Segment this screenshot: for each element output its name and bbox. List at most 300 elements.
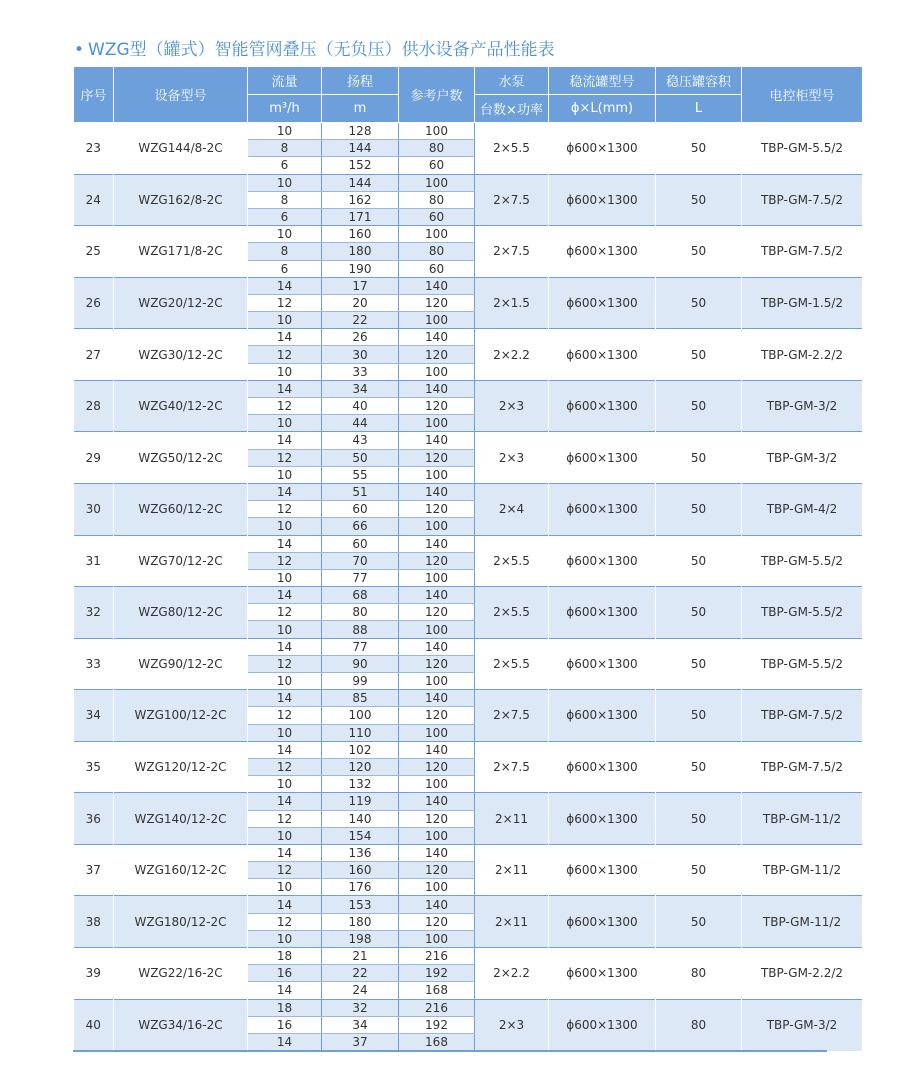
cell-head: 160 — [322, 226, 399, 243]
header-flow-unit: m³/h — [248, 95, 322, 123]
header-pump: 水泵 — [475, 67, 549, 95]
cell-head: 66 — [322, 518, 399, 535]
cell-head: 26 — [322, 329, 399, 346]
cell-head: 17 — [322, 277, 399, 294]
cell-households: 120 — [399, 398, 475, 415]
cell-flow: 10 — [248, 724, 322, 741]
cell-flow: 10 — [248, 569, 322, 586]
cell-households: 140 — [399, 896, 475, 913]
table-row-group — [74, 174, 863, 226]
cell-model: WZG180/12-2C — [114, 896, 248, 948]
cell-tank: ϕ600×1300 — [549, 277, 656, 329]
cell-tank: ϕ600×1300 — [549, 690, 656, 742]
cell-vol: 50 — [656, 896, 742, 948]
cell-flow: 10 — [248, 673, 322, 690]
cell-households: 140 — [399, 277, 475, 294]
cell-seq: 37 — [74, 844, 114, 896]
cell-flow: 6 — [248, 260, 322, 277]
bottom-rule — [73, 1050, 827, 1052]
cell-seq: 23 — [74, 123, 114, 175]
table-header — [74, 67, 863, 123]
cell-households: 120 — [399, 707, 475, 724]
cell-flow: 10 — [248, 621, 322, 638]
cell-vol: 50 — [656, 535, 742, 587]
cell-tank: ϕ600×1300 — [549, 432, 656, 484]
cell-head: 99 — [322, 673, 399, 690]
table-row — [74, 844, 863, 861]
header-cabinet: 电控柜型号 — [742, 67, 863, 123]
cell-cabinet: TBP-GM-11/2 — [742, 844, 863, 896]
cell-flow: 14 — [248, 896, 322, 913]
cell-cabinet: TBP-GM-7.5/2 — [742, 226, 863, 278]
cell-vol: 50 — [656, 483, 742, 535]
cell-vol: 50 — [656, 123, 742, 175]
cell-pump: 2×7.5 — [475, 174, 549, 226]
cell-head: 140 — [322, 810, 399, 827]
cell-households: 140 — [399, 535, 475, 552]
cell-households: 140 — [399, 483, 475, 500]
cell-households: 120 — [399, 810, 475, 827]
cell-head: 68 — [322, 587, 399, 604]
cell-head: 34 — [322, 380, 399, 397]
cell-households: 140 — [399, 793, 475, 810]
cell-pump: 2×11 — [475, 896, 549, 948]
cell-tank: ϕ600×1300 — [549, 535, 656, 587]
performance-table — [73, 66, 863, 1051]
cell-model: WZG22/16-2C — [114, 948, 248, 1000]
table-row-group — [74, 380, 863, 432]
cell-vol: 50 — [656, 793, 742, 845]
cell-pump: 2×11 — [475, 793, 549, 845]
table-row-group — [74, 948, 863, 1000]
cell-head: 85 — [322, 690, 399, 707]
cell-households: 140 — [399, 329, 475, 346]
cell-tank: ϕ600×1300 — [549, 123, 656, 175]
cell-flow: 14 — [248, 793, 322, 810]
cell-flow: 14 — [248, 483, 322, 500]
cell-head: 60 — [322, 501, 399, 518]
cell-head: 160 — [322, 862, 399, 879]
cell-head: 162 — [322, 191, 399, 208]
cell-households: 192 — [399, 965, 475, 982]
cell-cabinet: TBP-GM-1.5/2 — [742, 277, 863, 329]
cell-pump: 2×3 — [475, 999, 549, 1051]
cell-flow: 12 — [248, 707, 322, 724]
cell-households: 120 — [399, 552, 475, 569]
table-row-group — [74, 535, 863, 587]
cell-households: 168 — [399, 982, 475, 999]
cell-flow: 12 — [248, 346, 322, 363]
cell-flow: 14 — [248, 277, 322, 294]
table-row-group — [74, 896, 863, 948]
cell-head: 136 — [322, 844, 399, 861]
cell-head: 154 — [322, 827, 399, 844]
cell-pump: 2×7.5 — [475, 690, 549, 742]
cell-flow: 10 — [248, 776, 322, 793]
cell-head: 37 — [322, 1033, 399, 1050]
cell-households: 60 — [399, 208, 475, 225]
cell-cabinet: TBP-GM-11/2 — [742, 896, 863, 948]
table-row-group — [74, 277, 863, 329]
cell-vol: 50 — [656, 432, 742, 484]
cell-model: WZG140/12-2C — [114, 793, 248, 845]
table-row-group — [74, 226, 863, 278]
cell-model: WZG50/12-2C — [114, 432, 248, 484]
cell-flow: 12 — [248, 862, 322, 879]
cell-cabinet: TBP-GM-2.2/2 — [742, 948, 863, 1000]
cell-pump: 2×5.5 — [475, 123, 549, 175]
header-seq: 序号 — [74, 67, 114, 123]
cell-pump: 2×5.5 — [475, 535, 549, 587]
cell-flow: 10 — [248, 174, 322, 191]
cell-flow: 10 — [248, 827, 322, 844]
table-row — [74, 483, 863, 500]
cell-head: 144 — [322, 140, 399, 157]
cell-flow: 14 — [248, 329, 322, 346]
cell-seq: 24 — [74, 174, 114, 226]
cell-cabinet: TBP-GM-7.5/2 — [742, 174, 863, 226]
header-tank: 稳流罐型号 — [549, 67, 656, 95]
cell-flow: 14 — [248, 690, 322, 707]
cell-households: 120 — [399, 862, 475, 879]
cell-head: 152 — [322, 157, 399, 174]
cell-flow: 8 — [248, 140, 322, 157]
cell-head: 32 — [322, 999, 399, 1016]
cell-tank: ϕ600×1300 — [549, 896, 656, 948]
header-head-unit: m — [322, 95, 399, 123]
table-row-group — [74, 999, 863, 1051]
cell-model: WZG90/12-2C — [114, 638, 248, 690]
table-row — [74, 587, 863, 604]
cell-households: 100 — [399, 724, 475, 741]
cell-head: 60 — [322, 535, 399, 552]
cell-households: 120 — [399, 501, 475, 518]
cell-flow: 6 — [248, 208, 322, 225]
cell-pump: 2×7.5 — [475, 741, 549, 793]
header-vol: 稳压罐容积 — [656, 67, 742, 95]
cell-flow: 18 — [248, 999, 322, 1016]
cell-head: 180 — [322, 243, 399, 260]
cell-flow: 10 — [248, 466, 322, 483]
cell-vol: 50 — [656, 277, 742, 329]
table-row — [74, 690, 863, 707]
cell-head: 144 — [322, 174, 399, 191]
table-row-group — [74, 793, 863, 845]
cell-head: 128 — [322, 123, 399, 140]
cell-head: 22 — [322, 965, 399, 982]
cell-households: 140 — [399, 638, 475, 655]
cell-head: 51 — [322, 483, 399, 500]
cell-flow: 14 — [248, 432, 322, 449]
cell-head: 21 — [322, 948, 399, 965]
cell-head: 132 — [322, 776, 399, 793]
cell-households: 140 — [399, 844, 475, 861]
bullet-icon: • — [74, 40, 85, 60]
cell-head: 77 — [322, 569, 399, 586]
cell-pump: 2×2.2 — [475, 329, 549, 381]
cell-households: 80 — [399, 140, 475, 157]
cell-flow: 14 — [248, 1033, 322, 1050]
cell-flow: 14 — [248, 741, 322, 758]
cell-model: WZG70/12-2C — [114, 535, 248, 587]
cell-households: 120 — [399, 913, 475, 930]
cell-households: 120 — [399, 758, 475, 775]
cell-tank: ϕ600×1300 — [549, 844, 656, 896]
cell-households: 100 — [399, 569, 475, 586]
cell-vol: 50 — [656, 226, 742, 278]
cell-households: 216 — [399, 999, 475, 1016]
cell-head: 50 — [322, 449, 399, 466]
cell-flow: 12 — [248, 398, 322, 415]
cell-flow: 12 — [248, 294, 322, 311]
cell-tank: ϕ600×1300 — [549, 587, 656, 639]
cell-cabinet: TBP-GM-7.5/2 — [742, 741, 863, 793]
cell-vol: 50 — [656, 587, 742, 639]
cell-tank: ϕ600×1300 — [549, 483, 656, 535]
cell-cabinet: TBP-GM-4/2 — [742, 483, 863, 535]
cell-seq: 38 — [74, 896, 114, 948]
table-row-group — [74, 123, 863, 175]
cell-head: 80 — [322, 604, 399, 621]
cell-households: 100 — [399, 363, 475, 380]
cell-seq: 28 — [74, 380, 114, 432]
cell-households: 100 — [399, 827, 475, 844]
table-row-group — [74, 741, 863, 793]
cell-flow: 12 — [248, 449, 322, 466]
cell-model: WZG160/12-2C — [114, 844, 248, 896]
cell-flow: 12 — [248, 552, 322, 569]
table-row — [74, 999, 863, 1016]
cell-cabinet: TBP-GM-3/2 — [742, 432, 863, 484]
cell-households: 120 — [399, 655, 475, 672]
cell-head: 110 — [322, 724, 399, 741]
cell-head: 90 — [322, 655, 399, 672]
cell-vol: 80 — [656, 999, 742, 1051]
cell-tank: ϕ600×1300 — [549, 174, 656, 226]
cell-households: 60 — [399, 157, 475, 174]
table-row-group — [74, 432, 863, 484]
cell-flow: 12 — [248, 913, 322, 930]
cell-households: 100 — [399, 312, 475, 329]
cell-seq: 34 — [74, 690, 114, 742]
cell-model: WZG20/12-2C — [114, 277, 248, 329]
table-row — [74, 793, 863, 810]
cell-cabinet: TBP-GM-2.2/2 — [742, 329, 863, 381]
cell-households: 60 — [399, 260, 475, 277]
cell-seq: 35 — [74, 741, 114, 793]
cell-households: 100 — [399, 673, 475, 690]
header-vol-unit: L — [656, 95, 742, 123]
cell-vol: 50 — [656, 638, 742, 690]
cell-seq: 29 — [74, 432, 114, 484]
cell-seq: 31 — [74, 535, 114, 587]
cell-cabinet: TBP-GM-3/2 — [742, 999, 863, 1051]
cell-households: 216 — [399, 948, 475, 965]
cell-pump: 2×5.5 — [475, 587, 549, 639]
table-row — [74, 123, 863, 140]
header-pump-unit: 台数×功率 — [475, 95, 549, 123]
cell-cabinet: TBP-GM-3/2 — [742, 380, 863, 432]
cell-head: 88 — [322, 621, 399, 638]
cell-head: 153 — [322, 896, 399, 913]
cell-seq: 40 — [74, 999, 114, 1051]
cell-flow: 16 — [248, 1016, 322, 1033]
table-row-group — [74, 690, 863, 742]
cell-flow: 18 — [248, 948, 322, 965]
cell-pump: 2×7.5 — [475, 226, 549, 278]
table-row — [74, 174, 863, 191]
cell-tank: ϕ600×1300 — [549, 329, 656, 381]
header-flow: 流量 — [248, 67, 322, 95]
cell-tank: ϕ600×1300 — [549, 793, 656, 845]
cell-model: WZG171/8-2C — [114, 226, 248, 278]
cell-vol: 50 — [656, 741, 742, 793]
cell-households: 168 — [399, 1033, 475, 1050]
cell-model: WZG34/16-2C — [114, 999, 248, 1051]
cell-tank: ϕ600×1300 — [549, 741, 656, 793]
cell-head: 24 — [322, 982, 399, 999]
cell-households: 100 — [399, 123, 475, 140]
cell-seq: 39 — [74, 948, 114, 1000]
cell-model: WZG144/8-2C — [114, 123, 248, 175]
cell-households: 140 — [399, 741, 475, 758]
cell-head: 171 — [322, 208, 399, 225]
cell-households: 80 — [399, 191, 475, 208]
cell-households: 100 — [399, 466, 475, 483]
cell-households: 100 — [399, 174, 475, 191]
header-households: 参考户数 — [399, 67, 475, 123]
cell-seq: 30 — [74, 483, 114, 535]
table-row — [74, 329, 863, 346]
cell-pump: 2×4 — [475, 483, 549, 535]
cell-flow: 14 — [248, 535, 322, 552]
table-row-group — [74, 844, 863, 896]
cell-flow: 12 — [248, 501, 322, 518]
cell-households: 100 — [399, 621, 475, 638]
cell-model: WZG100/12-2C — [114, 690, 248, 742]
cell-head: 120 — [322, 758, 399, 775]
table-row — [74, 535, 863, 552]
cell-cabinet: TBP-GM-5.5/2 — [742, 123, 863, 175]
cell-households: 100 — [399, 930, 475, 947]
cell-flow: 14 — [248, 982, 322, 999]
page-title-text: WZG型（罐式）智能管网叠压（无负压）供水设备产品性能表 — [88, 40, 555, 60]
cell-pump: 2×2.2 — [475, 948, 549, 1000]
cell-flow: 10 — [248, 930, 322, 947]
cell-head: 43 — [322, 432, 399, 449]
cell-vol: 50 — [656, 844, 742, 896]
cell-flow: 14 — [248, 380, 322, 397]
cell-pump: 2×5.5 — [475, 638, 549, 690]
cell-pump: 2×1.5 — [475, 277, 549, 329]
cell-vol: 80 — [656, 948, 742, 1000]
table-row-group — [74, 483, 863, 535]
header-model: 设备型号 — [114, 67, 248, 123]
cell-households: 100 — [399, 776, 475, 793]
cell-tank: ϕ600×1300 — [549, 226, 656, 278]
cell-flow: 12 — [248, 758, 322, 775]
table-row-group — [74, 638, 863, 690]
cell-cabinet: TBP-GM-5.5/2 — [742, 587, 863, 639]
cell-model: WZG162/8-2C — [114, 174, 248, 226]
table-row-group — [74, 329, 863, 381]
cell-flow: 10 — [248, 879, 322, 896]
cell-model: WZG30/12-2C — [114, 329, 248, 381]
cell-head: 33 — [322, 363, 399, 380]
cell-tank: ϕ600×1300 — [549, 380, 656, 432]
cell-flow: 12 — [248, 655, 322, 672]
cell-head: 180 — [322, 913, 399, 930]
cell-households: 100 — [399, 879, 475, 896]
cell-head: 22 — [322, 312, 399, 329]
cell-households: 140 — [399, 587, 475, 604]
cell-households: 100 — [399, 415, 475, 432]
header-head: 扬程 — [322, 67, 399, 95]
cell-tank: ϕ600×1300 — [549, 638, 656, 690]
table-row — [74, 638, 863, 655]
cell-head: 119 — [322, 793, 399, 810]
cell-households: 100 — [399, 518, 475, 535]
cell-cabinet: TBP-GM-5.5/2 — [742, 535, 863, 587]
cell-households: 140 — [399, 690, 475, 707]
cell-head: 20 — [322, 294, 399, 311]
cell-vol: 50 — [656, 329, 742, 381]
cell-flow: 10 — [248, 415, 322, 432]
cell-flow: 12 — [248, 604, 322, 621]
cell-seq: 26 — [74, 277, 114, 329]
cell-vol: 50 — [656, 380, 742, 432]
cell-seq: 32 — [74, 587, 114, 639]
table-row — [74, 226, 863, 243]
cell-head: 100 — [322, 707, 399, 724]
cell-head: 40 — [322, 398, 399, 415]
table-row — [74, 896, 863, 913]
table-row — [74, 277, 863, 294]
cell-households: 192 — [399, 1016, 475, 1033]
cell-flow: 8 — [248, 191, 322, 208]
cell-model: WZG120/12-2C — [114, 741, 248, 793]
cell-households: 120 — [399, 294, 475, 311]
cell-flow: 10 — [248, 123, 322, 140]
cell-flow: 10 — [248, 226, 322, 243]
cell-head: 34 — [322, 1016, 399, 1033]
cell-head: 44 — [322, 415, 399, 432]
cell-flow: 16 — [248, 965, 322, 982]
cell-pump: 2×3 — [475, 432, 549, 484]
cell-cabinet: TBP-GM-11/2 — [742, 793, 863, 845]
cell-head: 102 — [322, 741, 399, 758]
cell-households: 120 — [399, 346, 475, 363]
cell-pump: 2×3 — [475, 380, 549, 432]
cell-households: 140 — [399, 380, 475, 397]
cell-flow: 14 — [248, 638, 322, 655]
table-row-group — [74, 587, 863, 639]
cell-households: 120 — [399, 449, 475, 466]
table-row — [74, 741, 863, 758]
cell-flow: 10 — [248, 518, 322, 535]
cell-flow: 8 — [248, 243, 322, 260]
cell-flow: 6 — [248, 157, 322, 174]
cell-vol: 50 — [656, 174, 742, 226]
cell-seq: 27 — [74, 329, 114, 381]
cell-model: WZG60/12-2C — [114, 483, 248, 535]
cell-model: WZG40/12-2C — [114, 380, 248, 432]
page-title — [74, 38, 555, 62]
cell-households: 140 — [399, 432, 475, 449]
cell-head: 176 — [322, 879, 399, 896]
cell-flow: 12 — [248, 810, 322, 827]
cell-households: 80 — [399, 243, 475, 260]
